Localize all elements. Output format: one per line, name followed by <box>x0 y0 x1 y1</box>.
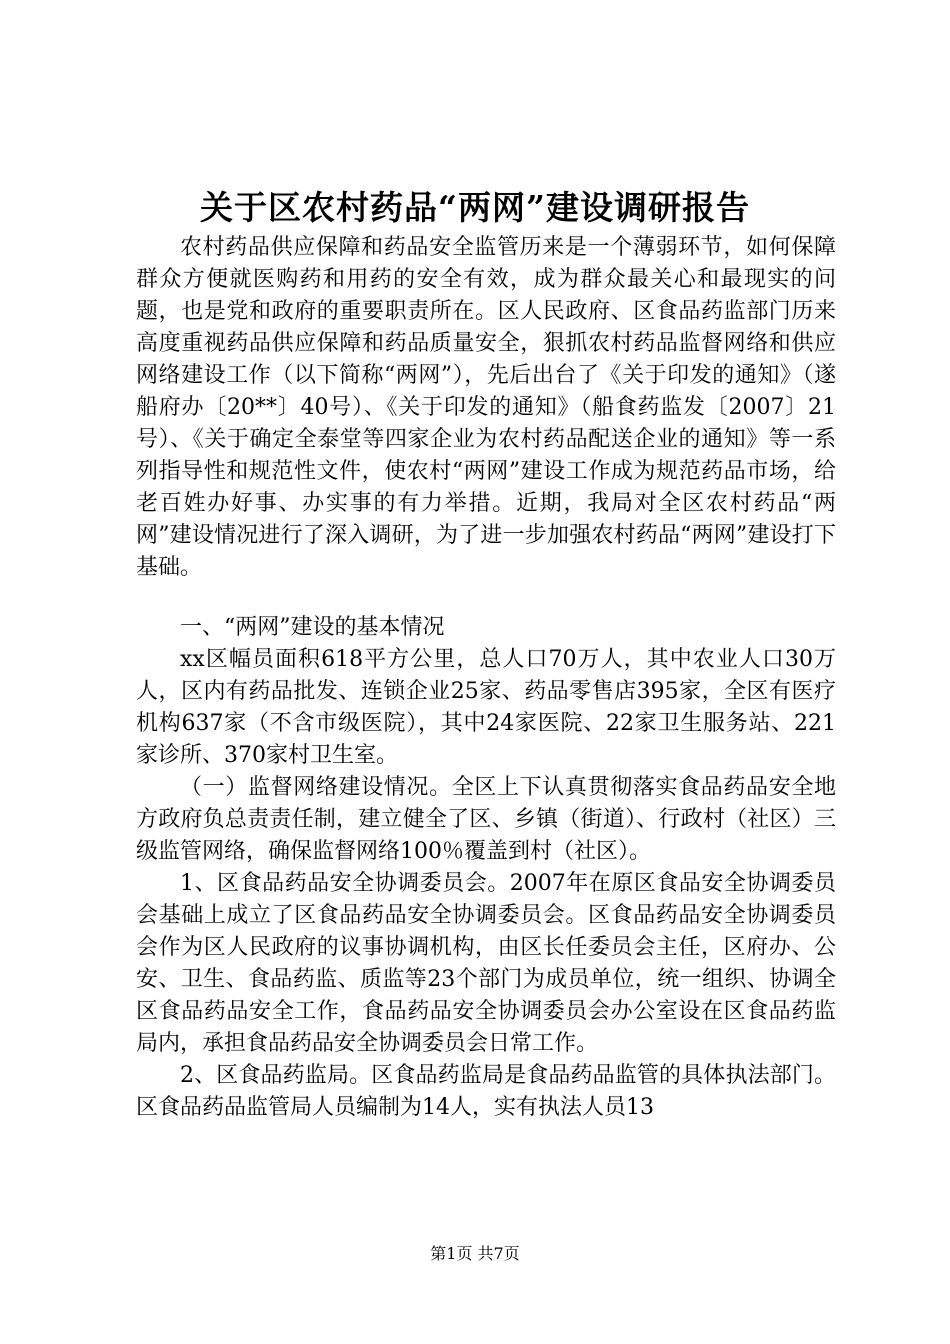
paragraph-coordination-committee: 1、区食品药品安全协调委员会。2007年在原区食品安全协调委员会基础上成立了区食品药品安全协调委员会。区食品药品安全协调委员会作为区人民政府的议事协调机构，由区长任委员会主任，区府办、公安、卫生、食品药监、质监等23个部门为成员单位，统一组织、协调全区食品药品安全工作，食品药品安全协调委员会办公室设在区食品药监局内，承担食品药品安全协调委员会日常工作。 <box>136 871 836 1056</box>
document-title: 关于区农村药品“两网”建设调研报告 <box>200 188 750 227</box>
paragraph-drug-administration: 2、区食品药监局。区食品药监局是食品药品监管的具体执法部门。区食品药品监管局人员编制为14人，实有执法人员13 <box>136 1063 836 1120</box>
section-heading-basic-situation: 一、“两网”建设的基本情况 <box>180 615 445 640</box>
paragraph-gap <box>136 584 836 612</box>
paragraph-intro: 农村药品供应保障和药品安全监管历来是一个薄弱环节，如何保障群众方便就医购药和用药的安全有效，成为群众最关心和最现实的问题，也是党和政府的重要职责所在。区人民政府、区食品药监部门历来高度重视药品供应保障和药品质量安全，狠抓农村药品监督网络和供应网络建设工作（以下简称“两网”），先后出台了《关于印发的通知》（遂船府办〔20**〕40号）、《关于印发的通知》（船食药监发〔2007〕21号）、《关于确定全泰堂等四家企业为农村药品配送企业的通知》等一系列指导性和规范性文件，使农村“两网”建设工作成为规范药品市场，给老百姓办好事、办实事的有力举措。近期，我局对全区农村药品“两网”建设情况进行了深入调研，为了进一步加强农村药品“两网”建设打下基础。 <box>136 235 836 580</box>
paragraph-supervision-network: （一）监督网络建设情况。全区上下认真贯彻落实食品药品安全地方政府负总责责任制，建立健全了区、乡镇（街道）、行政村（社区）三级监管网络，确保监督网络100％覆盖到村（社区）。 <box>136 775 836 864</box>
page-footer: 第1页 共7页 <box>430 1244 520 1263</box>
document-body <box>136 232 836 1124</box>
paragraph-district-overview: xx区幅员面积618平方公里，总人口70万人，其中农业人口30万人，区内有药品批发、连锁企业25家、药品零售店395家，全区有医疗机构637家（不含市级医院），其中24家医院、22家卫生服务站、221家诊所、370家村卫生室。 <box>136 647 836 768</box>
